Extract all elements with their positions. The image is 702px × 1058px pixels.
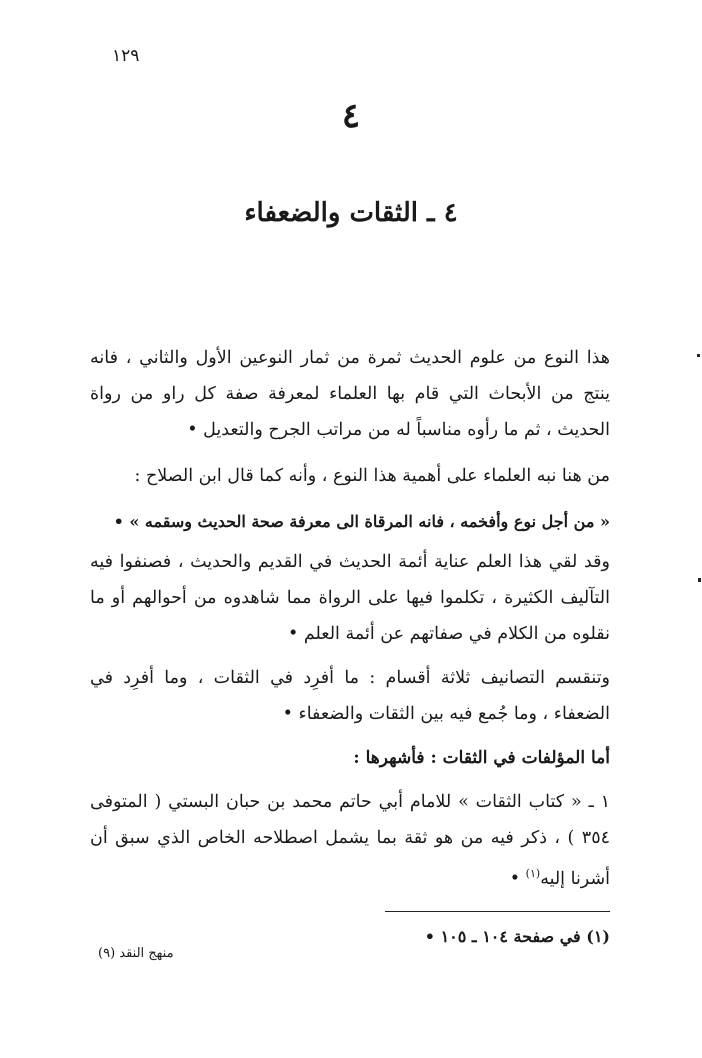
chapter-title: ٤ ـ الثقات والضعفاء <box>244 198 458 228</box>
paragraph-5-end: • <box>509 868 526 889</box>
footnote-separator <box>385 911 610 912</box>
paragraph-1: هذا النوع من علوم الحديث ثمرة من ثمار النوعين الأول والثاني ، فانه ينتج من الأبحاث التي قام بها العلماء لمعرفة صفة كل راو من رواة الحديث ، ثم ما رأوه مناسباً له من مراتب الجرح والتعديل • <box>90 348 610 440</box>
paragraph-5 <box>90 784 610 897</box>
ibn-salah-quote: « من أجل نوع وأفخمه ، فانه المرقاة الى معرفة صحة الحديث وسقمه » • <box>113 512 610 531</box>
paragraph-5-text: ١ ـ « كتاب الثقات » للامام أبي حاتم محمد بن حبان البستي ( المتوفى ٣٥٤ ) ، ذكر فيه من هو ثقة بما يشمل اصطلاحه الخاص الذي سبق أن أشرنا إليه <box>90 792 610 889</box>
margin-dot <box>698 578 701 582</box>
paragraph-4: وتنقسم التصانيف ثلاثة أقسام : ما أفرِد في الثقات ، وما أفرِد في الضعفاء ، وما جُمع فيه بين الثقات والضعفاء • <box>90 668 610 724</box>
paragraph-3: وقد لقي هذا العلم عناية أئمة الحديث في القديم والحديث ، فصنفوا فيه التآليف الكثيرة ، تكلموا فيها على الرواة مما شاهدوه من أحوالهم أو ما نقلوه من الكلام في صفاتهم عن أئمة العلم • <box>90 552 610 644</box>
margin-dot <box>697 354 700 357</box>
signature-mark: منهج النقد (٩) <box>98 946 174 961</box>
chapter-number: ٤ <box>341 96 361 136</box>
section-heading: أما المؤلفات في الثقات : فأشهرها : <box>353 748 610 768</box>
footnote-reference: (١) <box>525 867 541 880</box>
footnote: (١) في صفحة ١٠٤ ـ ١٠٥ • <box>424 927 610 946</box>
page-number: ١٢٩ <box>112 46 140 66</box>
paragraph-2: من هنا نبه العلماء على أهمية هذا النوع ، وأنه كما قال ابن الصلاح : <box>134 466 610 486</box>
